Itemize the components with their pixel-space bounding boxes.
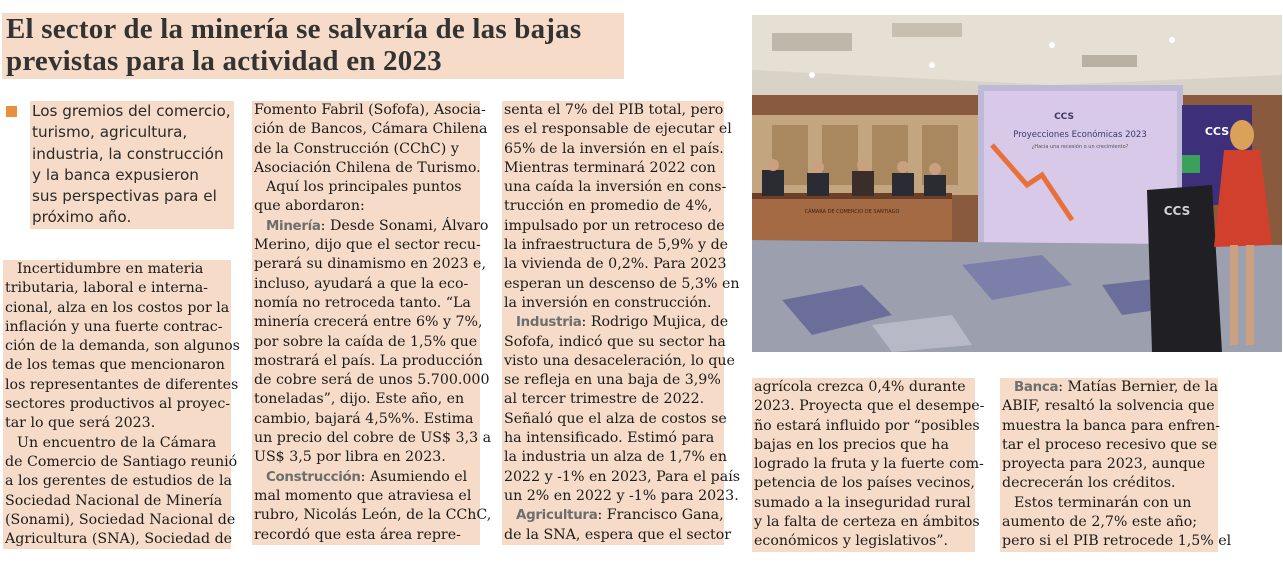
text-line: mostrará el país. La producción bbox=[252, 352, 480, 371]
text-line: decrecerán los créditos. bbox=[1000, 474, 1218, 493]
text-line: Estos terminarán con un bbox=[1000, 494, 1218, 513]
text-line: esperan un descenso de 5,3% en bbox=[502, 275, 724, 294]
text-line: sumado a la inseguridad rural bbox=[752, 494, 975, 513]
text-line: al tercer trimestre de 2022. bbox=[502, 390, 724, 409]
text-line: Agricultura (SNA), Sociedad de bbox=[3, 530, 231, 549]
text-line: 2023. Proyecta que el desempe- bbox=[752, 397, 975, 416]
text-line: Fomento Fabril (Sofofa), Asocia- bbox=[252, 101, 480, 120]
text-line: la inversión en construcción. bbox=[502, 294, 724, 313]
text-line: Mientras terminará 2022 con bbox=[502, 159, 724, 178]
text-line: agrícola crezca 0,4% durante bbox=[752, 378, 975, 397]
text-line: minería crecerá entre 6% y 7%, bbox=[252, 313, 480, 332]
section-label-agricultura: Agricultura bbox=[516, 508, 598, 524]
text-line: tar el proceso recesivo que se bbox=[1000, 436, 1218, 455]
article-column-4 bbox=[752, 378, 985, 552]
text-line: que abordaron: bbox=[252, 197, 480, 216]
lead-line: sus perspectivas para el bbox=[32, 187, 217, 206]
text-line: por sobre la caída de 1,5% que bbox=[252, 333, 480, 352]
text-line bbox=[502, 313, 729, 332]
text-line: los representantes de diferentes bbox=[3, 376, 231, 395]
screen-title: Proyecciones Económicas 2023 bbox=[1013, 130, 1147, 140]
text-line: de cobre será de unos 5.700.000 bbox=[252, 371, 480, 390]
table-text: CÁMARA DE COMERCIO DE SANTIAGO bbox=[804, 209, 900, 215]
lead-line: y la banca expusieron bbox=[32, 165, 199, 184]
text-line: 65% de la inversión en el país. bbox=[502, 140, 724, 159]
text-line: económicos y legislativos”. bbox=[752, 532, 975, 551]
text-line: bajas en los precios que ha bbox=[752, 436, 975, 455]
orange-square-bullet-icon bbox=[6, 106, 17, 117]
text-line: US$ 3,5 por libra en 2023. bbox=[252, 448, 480, 467]
lead-line: Los gremios del comercio, bbox=[32, 102, 231, 120]
text-line: Señaló que el alza de costos se bbox=[502, 410, 724, 429]
headline bbox=[2, 13, 624, 79]
text-fragment: : Francisco Gana, bbox=[597, 507, 724, 524]
text-line: cional, alza en los costos por la bbox=[3, 299, 231, 318]
text-line: ha intensificado. Estimó para bbox=[502, 429, 724, 448]
text-line: Asociación Chilena de Turismo. bbox=[252, 159, 480, 178]
lead-line: próximo año. bbox=[32, 208, 132, 227]
text-line: visto una desaceleración, lo que bbox=[502, 352, 724, 371]
text-line: un precio del cobre de US$ 3,3 a bbox=[252, 429, 480, 448]
text-line: ABIF, resaltó la solvencia que bbox=[1000, 397, 1218, 416]
banner-logo: CCS bbox=[1204, 125, 1230, 138]
text-line: Un encuentro de la Cámara bbox=[3, 434, 231, 453]
text-line: nomía no retroceda tanto. “La bbox=[252, 294, 480, 313]
text-line: trucción en promedio de 4%, bbox=[502, 197, 724, 216]
text-fragment: : Rodrigo Mujica, de bbox=[581, 314, 729, 331]
text-line bbox=[1000, 378, 1218, 397]
text-fragment: : Matías Bernier, de la bbox=[1058, 379, 1218, 395]
text-line: Aquí los principales puntos bbox=[252, 178, 480, 197]
text-line: es el responsable de ejecutar el bbox=[502, 120, 724, 139]
text-line: (Sonami), Sociedad Nacional de bbox=[3, 511, 231, 530]
text-line: Sofofa, indicó que su sector ha bbox=[502, 333, 724, 352]
text-line: logrado la fruta y la fuerte com- bbox=[752, 455, 975, 474]
text-line: a los gerentes de estudios de la bbox=[3, 472, 231, 491]
text-line: proyecta para 2023, aunque bbox=[1000, 455, 1218, 474]
text-line: la infraestructura de 5,9% y de bbox=[502, 236, 724, 255]
text-line: y la falta de certeza en ámbitos bbox=[752, 513, 975, 532]
text-line: ño estará influido por “posibles bbox=[752, 417, 975, 436]
text-line bbox=[502, 506, 724, 525]
headline-line-1: El sector de la minería se salvaría de las bajas bbox=[6, 13, 582, 45]
article-column-1 bbox=[3, 260, 240, 549]
text-line: aumento de 2,7% este año; bbox=[1000, 513, 1218, 532]
text-line: impulsado por un retroceso de bbox=[502, 217, 724, 236]
podium-logo: CCS bbox=[1163, 204, 1191, 218]
text-line: recordó que esta área repre- bbox=[252, 526, 480, 545]
text-line: muestra la banca para enfren- bbox=[1000, 417, 1218, 436]
text-line: rubro, Nicolás León, de la CChC, bbox=[252, 506, 480, 525]
article-column-5 bbox=[1000, 378, 1232, 552]
text-line: de la Construcción (CChC) y bbox=[252, 140, 480, 159]
text-line: toneladas”, dijo. Este año, en bbox=[252, 390, 480, 409]
text-line: la vivienda de 0,2%. Para 2023 bbox=[502, 255, 724, 274]
text-line: mal momento que atraviesa el bbox=[252, 487, 480, 506]
section-label-industria: Industria bbox=[516, 315, 582, 331]
text-line: sectores productivos al proyec- bbox=[3, 395, 231, 414]
lead-line: industria, la construcción bbox=[32, 144, 224, 163]
text-line: ción de Bancos, Cámara Chilena bbox=[252, 120, 480, 139]
text-line: incluso, ayudará a que la eco- bbox=[252, 275, 480, 294]
section-label-construccion: Construcción bbox=[266, 469, 361, 485]
text-line: senta el 7% del PIB total, pero bbox=[502, 101, 724, 120]
text-line: tar lo que será 2023. bbox=[3, 414, 231, 433]
text-fragment: : Desde Sonami, Álvaro bbox=[320, 217, 489, 234]
text-line: una caída la inversión en cons- bbox=[502, 178, 724, 197]
article-column-2 bbox=[252, 101, 492, 545]
text-line: de Comercio de Santiago reunió bbox=[3, 453, 231, 472]
text-line: Incertidumbre en materia bbox=[3, 260, 231, 279]
headline-line-2: previstas para la actividad en 2023 bbox=[6, 45, 442, 77]
text-line: se refleja en una baja de 3,9% bbox=[502, 371, 724, 390]
section-label-banca: Banca bbox=[1014, 380, 1059, 395]
text-line: Sociedad Nacional de Minería bbox=[3, 492, 231, 511]
article-column-3 bbox=[502, 101, 741, 545]
screen-logo: CCS bbox=[1054, 112, 1074, 122]
text-line: pero si el PIB retrocede 1,5% el bbox=[1000, 532, 1218, 551]
text-line: de los temas que mencionaron bbox=[3, 356, 231, 375]
text-line bbox=[252, 217, 489, 236]
text-line: 2022 y -1% en 2023, Para el país bbox=[502, 468, 724, 487]
screen-subtitle: ¿Hacia una recesión o un crecimiento? bbox=[1031, 144, 1129, 150]
text-fragment: : Asumiendo el bbox=[360, 468, 468, 485]
conference-illustration bbox=[752, 15, 1282, 352]
text-line: inflación y una fuerte contrac- bbox=[3, 318, 231, 337]
text-line: cambio, bajará 4,5%%. Estima bbox=[252, 410, 480, 429]
text-line: ción de la demanda, son algunos bbox=[3, 337, 231, 356]
text-line bbox=[252, 468, 480, 487]
event-photo bbox=[752, 15, 1282, 352]
text-line: tributaria, laboral e interna- bbox=[3, 279, 231, 298]
text-line: de la SNA, espera que el sector bbox=[502, 526, 724, 545]
lead-text bbox=[30, 101, 234, 229]
text-line: Merino, dijo que el sector recu- bbox=[252, 236, 480, 255]
lead-line: turismo, agricultura, bbox=[32, 123, 188, 142]
text-line: un 2% en 2022 y -1% para 2023. bbox=[502, 487, 724, 506]
text-line: la industria un alza de 1,7% en bbox=[502, 448, 724, 467]
section-label-mineria: Minería bbox=[266, 218, 321, 234]
text-line: petencia de los países vecinos, bbox=[752, 474, 975, 493]
text-line: perará su dinamismo en 2023 e, bbox=[252, 255, 480, 274]
